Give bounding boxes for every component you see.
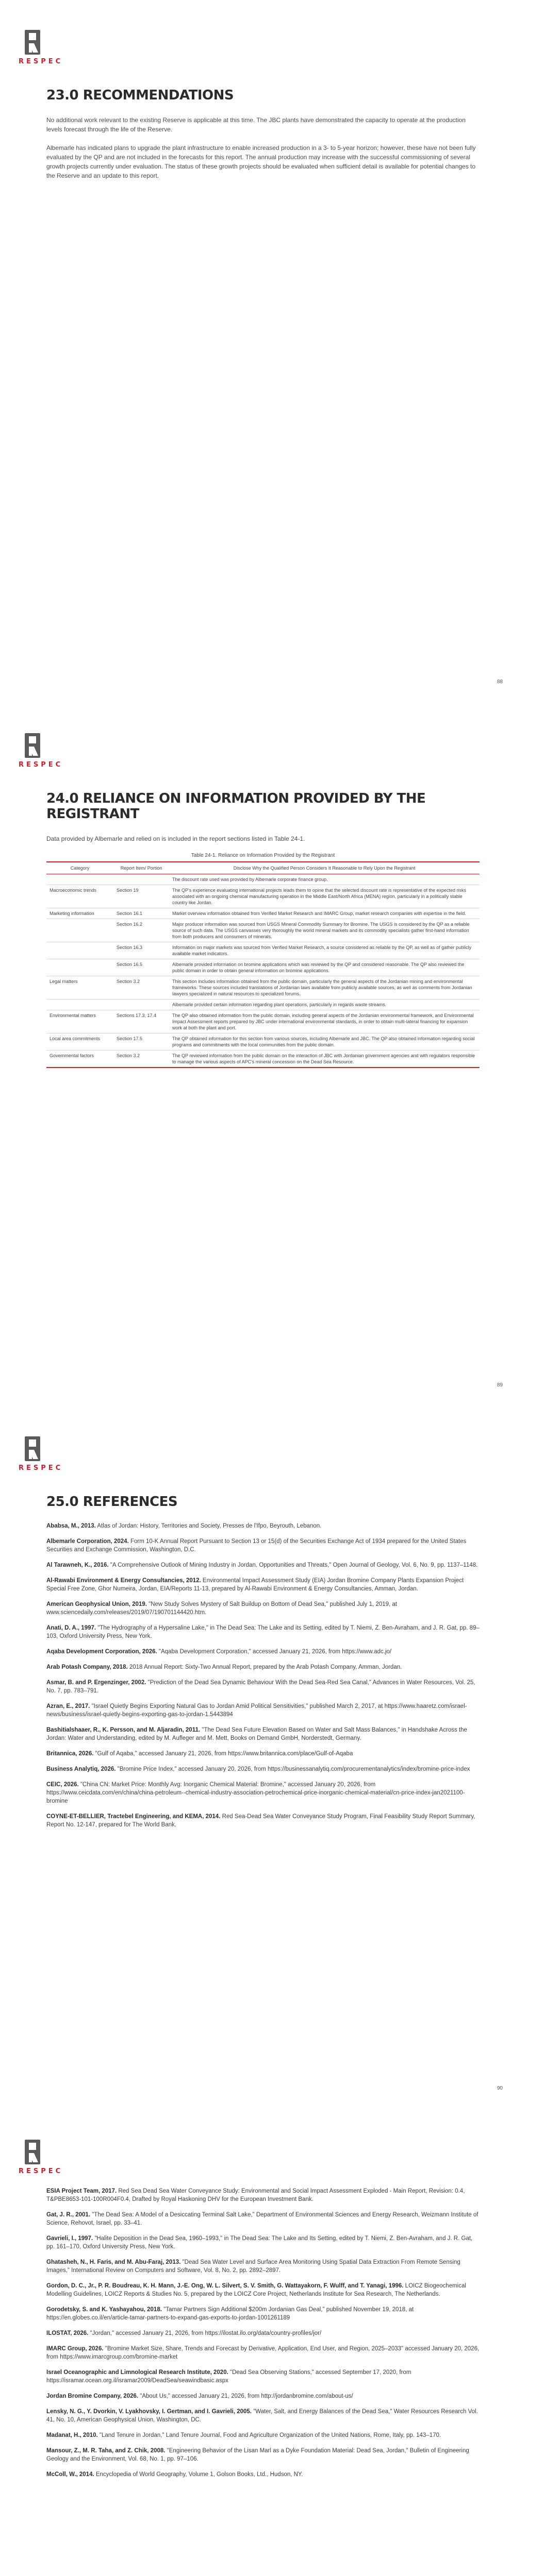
recommendations-section — [46, 88, 480, 190]
reference-entry: Madanat, H., 2010. "Land Tenure in Jordan," Land Tenure Journal, Food and Agriculture Organization of the United Nations, Rome, Italy, pp. 143–170. — [46, 2432, 441, 2438]
page-number: 88 — [497, 679, 503, 685]
reference-list — [46, 1522, 480, 1829]
logo-text: RESPEC — [19, 1464, 63, 1472]
logo-text: RESPEC — [19, 2167, 63, 2175]
page-number: 89 — [497, 1382, 503, 1388]
reference-list — [46, 2187, 480, 2479]
page-88 — [0, 0, 544, 703]
reliance-table — [46, 861, 480, 1068]
table-row — [46, 1010, 480, 1033]
reference-entry: Ababsa, M., 2013. Atlas of Jordan: History, Territories and Society, Presses de l'Ifpo, Beyrouth, Lebanon. — [46, 1523, 322, 1529]
cell-text: Albemarle provided information on bromine applications which was reviewed by the QP and considered reasonable. The QP also reviewed the public domain in order to obtain general information on bromine applications. — [169, 959, 480, 976]
page-number: 90 — [497, 2086, 503, 2091]
logo-text: RESPEC — [19, 58, 63, 65]
logo-text: RESPEC — [19, 761, 63, 769]
paragraph: No additional work relevant to the existing Reserve is applicable at this time. The JBC plants have demonstrated the capacity to operate at the production levels forecast through the life of the Reserve. — [46, 116, 466, 133]
header-category: Category — [46, 862, 113, 874]
cell-text: The QP reviewed information from the public domain on the interaction of JBC with Jordanian government agencies and with regulators responsible to manage the various aspects of APC's mineral concession on the Dead Sea Resource. — [169, 1050, 480, 1068]
reference-entry: Israel Oceanographic and Limnological Research Institute, 2020. "Dead Sea Observing Stations," accessed September 17, 2020, from https://isramar.ocean.org.il/isramar2009/DeadSea/seawindbasic.aspx — [46, 2369, 411, 2384]
reference-entry: Bashitialshaaer, R., K. Persson, and M. Aljaradin, 2011. "The Dead Sea Future Elevation Based on Water and Salt Mass Balances," in Handshake Across the Jordan: Water and Understanding, edited by M. Aufleger and M. Mett, Books on Demand GmbH, Norderstedt, Germany. — [46, 1727, 467, 1741]
cell-category — [46, 959, 113, 976]
cell-item: Section 3.2 — [113, 1050, 169, 1068]
reference-entry: Gavrieli, I., 1997. "Halite Deposition in the Dead Sea, 1960–1993," in The Dead Sea: The Lake and Its Setting, edited by T. Niemi, Z. Ben-Avraham, and J. R. Gat, pp. 161–170, Oxford University Press, New York. — [46, 2235, 473, 2250]
respec-logo-icon — [24, 2139, 41, 2165]
reference-entry: IMARC Group, 2026. "Bromine Market Size, Share, Trends and Forecast by Derivative, Application, End User, and Region, 2025–2033" accessed January 20, 2026, from https://www.imarcgroup.com/bromine-market — [46, 2346, 480, 2360]
cell-category: Environmental matters — [46, 1010, 113, 1033]
page-90 — [0, 1406, 544, 2110]
table-row — [46, 959, 480, 976]
respec-logo — [19, 29, 63, 65]
respec-logo-icon — [24, 1435, 41, 1462]
reference-entry: Gorodetsky, S. and K. Yashayahou, 2018. "Tamar Partners Sign Additional $200m Jordanian Gas Deal," published November 19, 2018, at https://en.globes.co.il/en/article-tamar-partners-to-expand-gas-exports-to-jordan-1001261189 — [46, 2307, 414, 2321]
table-row — [46, 885, 480, 908]
cell-item: Section 17.5 — [113, 1033, 169, 1050]
reference-entry: Al Tarawneh, K., 2016. "A Comprehensive Outlook of Mining Industry in Jordan. Opportunities and Threats," Open Journal of Geology, Vol. 6, No. 9, pp. 1137–1148. — [46, 1562, 478, 1568]
paragraph: Albemarle has indicated plans to upgrade the plant infrastructure to enable increased production in a 3- to 5-year horizon; however, these have not been fully evaluated by the QP and are not included in the forecasts for this report. The annual production may increase with the successful commissioning of several growth projects currently under evaluation. The status of these growth projects should be evaluated when sufficient detail is available for potential changes to the Reserve and an update to this report. — [46, 144, 476, 179]
respec-logo — [19, 2139, 63, 2175]
table-row — [46, 1050, 480, 1068]
reference-entry: McColl, W., 2014. Encyclopedia of World Geography, Volume 1, Golson Books, Ltd., Hudson, NY. — [46, 2471, 303, 2478]
reference-entry: Mansour, Z., M. R. Taha, and Z. Chik, 2008. "Engineering Behavior of the Lisan Marl as a Dyke Foundation Material: Dead Sea, Jordan," Bulletin of Engineering Geology and the Environment, Vol. 68, No. 1, pp. 97–106. — [46, 2448, 469, 2462]
cell-item — [113, 999, 169, 1010]
reference-entry: American Geophysical Union, 2019. "New Study Solves Mystery of Salt Buildup on Bottom of Dead Sea," published July 1, 2019, at www.sciencedaily.com/releases/2019/07/190701144420.htm. — [46, 1601, 397, 1616]
table-row — [46, 999, 480, 1010]
respec-logo — [19, 1435, 63, 1472]
cell-text: The QP also obtained information from the public domain, including general aspects of the Jordanian environmental framework, and Environmental Impact Assessment reports prepared by JBC under international environmental standards, in order to obtain multi-lateral financing for expansion work at both the plant and port. — [169, 1010, 480, 1033]
header-report-item: Report Item/ Portion — [113, 862, 169, 874]
cell-category: Legal matters — [46, 976, 113, 999]
reference-entry: CEIC, 2026. "China CN: Market Price: Monthly Avg: Inorganic Chemical Material: Bromine," accessed January 20, 2026, from https://www.ceicdata.com/en/china/china-petroleum--chemical-industry-association-petrochemical-price-inorganic-chemical-material/cn-price-index-jan2021100-bromine — [46, 1782, 465, 1804]
table-caption: Table 24-1. Reliance on Information Provided by the Registrant — [191, 853, 335, 858]
section-title: 24.0 RELIANCE ON INFORMATION PROVIDED BY THE REGISTRANT — [46, 791, 426, 822]
cell-text: The QP's experience evaluating international projects leads them to opine that the selected discount rate is representative of the expected risks associated with an ongoing chemical manufacturing operation in the Middle East/North Africa (MENA) region, particularly in a politically stable country like Jordan. — [169, 885, 480, 908]
reference-entry: Anati, D. A., 1997. "The Hydrography of a Hypersaline Lake," in The Dead Sea: The Lake and its Setting, edited by T. Niemi, Z. Ben-Avraham, and J. R. Gat, pp. 89–103, Oxford University Press, New York. — [46, 1625, 480, 1639]
section-title: 25.0 REFERENCES — [46, 1494, 178, 1510]
reference-entry: ESIA Project Team, 2017. Red Sea Dead Sea Water Conveyance Study: Environmental and Social Impact Assessment Exploded - Main Report, Revision: 0.4, T&PBE8653-101-100R004F0.4, Drafted by Royal Haskoning DHV for the European Investment Bank. — [46, 2188, 465, 2202]
cell-text: This section includes information obtained from the public domain, particularly the general aspects of the Jordanian mining and environmental frameworks. These sources included translations of Jordanian laws available from publicly available sources, as well as comments from Jordanian lawyers specialized in natural resources to specialized forums. — [169, 976, 480, 999]
cell-category: Macroeconomic trends — [46, 885, 113, 908]
section-title: 23.0 RECOMMENDATIONS — [46, 88, 234, 103]
references-section — [46, 1494, 480, 1836]
cell-category — [46, 999, 113, 1010]
reference-entry: Gordon, D. C., Jr., P. R. Boudreau, K. H. Mann, J.-E. Ong, W. L. Silvert, S. V. Smith, G. Wattayakorn, F. Wulff, and T. Yanagi, 1996. LOICZ Biogeochemical Modelling Guidelines, LOICZ Reports & Studies No. 5, prepared by the LOICZ Core Project, Netherlands Institute for Sea Research, The Netherlands. — [46, 2283, 466, 2297]
table-row — [46, 942, 480, 959]
references-continued — [46, 2187, 480, 2486]
page-91 — [0, 2110, 544, 2576]
cell-item: Section 16.3 — [113, 942, 169, 959]
table-header-row — [46, 862, 480, 874]
cell-item: Section 16.2 — [113, 919, 169, 942]
cell-text: Information on major markets was sourced from Verified Market Research, a source considered as reliable by the QP, as well as of gather publicly available market indicators. — [169, 942, 480, 959]
page-89 — [0, 703, 544, 1406]
cell-item: Section 16.5 — [113, 959, 169, 976]
reference-entry: Azran, E., 2017. "Israel Quietly Begins Exporting Natural Gas to Jordan Amid Political Sensitivities," published March 2, 2017, at https://www.haaretz.com/israel-news/business/israel-quietly-begins-exporting-gas-to-jordan-1.5443894 — [46, 1703, 467, 1718]
cell-text: The QP obtained information for this section from various sources, including Albemarle and JBC. The QP also obtained information regarding social programs and commitments with the local communities from the public domain. — [169, 1033, 480, 1050]
reliance-section — [46, 791, 480, 1068]
table-row — [46, 1033, 480, 1050]
reference-entry: Gat, J. R., 2001. "The Dead Sea: A Model of a Desiccating Terminal Salt Lake," Department of Environmental Sciences and Energy Research, Weizmann Institute of Science, Rehovot, Israel, pp. 33–41. — [46, 2212, 479, 2226]
cell-item: Section 16.1 — [113, 908, 169, 919]
reference-entry: Ghatasheh, N., H. Faris, and M. Abu-Faraj, 2013. "Dead Sea Water Level and Surface Area Monitoring Using Spatial Data Extraction From Remote Sensing Images," International Review on Computers and Software, Vol. 8, No. 2, pp. 2892–2897. — [46, 2259, 460, 2274]
cell-item: Sections 17.3, 17.4 — [113, 1010, 169, 1033]
cell-text: Major producer information was sourced from USGS Mineral Commodity Summary for Bromine. The USGS is considered by the QP as a reliable source of such data. The USGS canvasses very thoroughly the world mineral markets and its commodity specialists gather first-hand information from both producers and consumers of minerals. — [169, 919, 480, 942]
table-row — [46, 874, 480, 885]
header-disclosure: Disclose Why the Qualified Person Considers It Reasonable to Rely Upon the Registrant — [169, 862, 480, 874]
cell-category: Local area commitments — [46, 1033, 113, 1050]
reference-entry: Business Analytiq, 2026. "Bromine Price Index," accessed January 20, 2026, from https://businessanalytiq.com/procurementanalytics/index/bromine-price-index — [46, 1766, 470, 1772]
cell-category: Governmental factors — [46, 1050, 113, 1068]
intro-paragraph: Data provided by Albemarle and relied on is included in the report sections listed in Table 24-1. — [46, 835, 305, 842]
cell-text: The discount rate used was provided by Albemarle corporate finance group. — [169, 874, 480, 885]
table-row — [46, 908, 480, 919]
reference-entry: Al-Rawabi Environment & Energy Consultancies, 2012. Environmental Impact Assessment Study (EIA) Jordan Bromine Company Plants Expansion Project Special Free Zone, Ghor Numeira, Jordan, EIA/Reports 11-13, prepared by Al-Rawabi Environment & Energy Consultancies, Amman, Jordan. — [46, 1578, 464, 1592]
reference-entry: COYNE-ET-BELLIER, Tractebel Engineering, and KEMA, 2014. Red Sea-Dead Sea Water Conveyance Study Program, Final Feasibility Study Report Summary, Report No. 12-147, prepared for The World Bank. — [46, 1814, 475, 1828]
respec-logo-icon — [24, 732, 41, 759]
cell-item: Section 3.2 — [113, 976, 169, 999]
respec-logo-icon — [24, 29, 41, 56]
cell-category: Marketing information — [46, 908, 113, 919]
reference-entry: Albemarle Corporation, 2024. Form 10-K Annual Report Pursuant to Section 13 or 15(d) of the Securities Exchange Act of 1934 prepared for the United States Securities and Exchange Commission, Washington, D.C. — [46, 1538, 467, 1553]
cell-category — [46, 942, 113, 959]
reference-entry: Britannica, 2026. "Gulf of Aqaba," accessed January 21, 2026, from https://www.britannica.com/place/Gulf-of-Aqaba — [46, 1751, 353, 1757]
cell-item: Section 19 — [113, 885, 169, 908]
table-row — [46, 919, 480, 942]
reference-entry: Arab Potash Company, 2018. 2018 Annual Report: Sixty-Two Annual Report, prepared by the Arab Potash Company, Amman, Jordan. — [46, 1664, 402, 1670]
reference-entry: Lensky, N. G., Y. Dvorkin, V. Lyakhovsky, I. Gertman, and I. Gavrieli, 2005. "Water, Salt, and Energy Balances of the Dead Sea," Water Resources Research Vol. 41, No. 10, American Geophysical Union, Washington, DC. — [46, 2409, 478, 2423]
reference-entry: Aqaba Development Corporation, 2026. "Aqaba Development Corporation," accessed January 21, 2026, from https://www.adc.jo/ — [46, 1649, 392, 1655]
cell-text: Market overview information obtained from Verified Market Research and IMARC Group, market research companies with expertise in the field. — [169, 908, 480, 919]
reference-entry: ILOSTAT, 2026. "Jordan," accessed January 21, 2026, from https://ilostat.ilo.org/data/country-profiles/jor/ — [46, 2330, 322, 2336]
reference-entry: Jordan Bromine Company, 2026. "About Us," accessed January 21, 2026, from http://jordanbromine.com/about-us/ — [46, 2393, 353, 2399]
cell-category — [46, 874, 113, 885]
cell-text: Albemarle provided certain information regarding plant operations, particularly in regards waste streams. — [169, 999, 480, 1010]
respec-logo — [19, 732, 63, 769]
reference-entry: Asmar, B. and P. Ergenzinger, 2002. "Prediction of the Dead Sea Dynamic Behaviour With the Dead Sea-Red Sea Canal," Advances in Water Resources, Vol. 25, No. 7, pp. 783–791. — [46, 1680, 475, 1694]
cell-category — [46, 919, 113, 942]
table-row — [46, 976, 480, 999]
cell-item — [113, 874, 169, 885]
